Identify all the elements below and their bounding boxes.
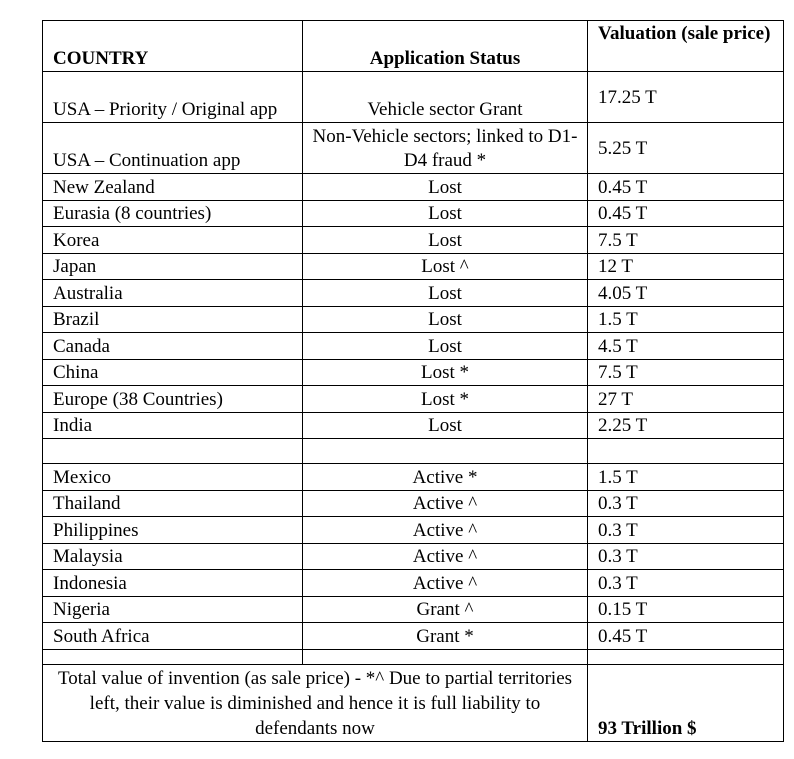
country-cell: Nigeria <box>43 596 303 623</box>
country-cell: Malaysia <box>43 543 303 570</box>
country-cell: Thailand <box>43 490 303 517</box>
valuation-table <box>42 20 784 742</box>
valuation-cell: 12 T <box>588 253 784 280</box>
valuation-cell: 0.15 T <box>588 596 784 623</box>
valuation-cell: 5.25 T <box>588 123 784 174</box>
header-status: Application Status <box>303 21 588 72</box>
valuation-cell: 4.05 T <box>588 280 784 307</box>
country-cell: South Africa <box>43 623 303 650</box>
table-row <box>43 412 784 439</box>
table-row <box>43 570 784 597</box>
status-cell: Lost <box>303 306 588 333</box>
status-cell: Grant * <box>303 623 588 650</box>
empty-cell <box>43 439 303 464</box>
status-cell: Lost <box>303 333 588 360</box>
table-row <box>43 359 784 386</box>
valuation-cell: 1.5 T <box>588 464 784 491</box>
table-row <box>43 517 784 544</box>
status-cell: Non-Vehicle sectors; linked to D1-D4 fraud * <box>303 123 588 174</box>
table-row <box>43 227 784 254</box>
status-cell: Lost * <box>303 386 588 413</box>
table-row <box>43 200 784 227</box>
status-cell: Lost <box>303 280 588 307</box>
status-cell: Active ^ <box>303 570 588 597</box>
valuation-cell: 0.3 T <box>588 490 784 517</box>
status-cell: Active ^ <box>303 490 588 517</box>
country-cell: Canada <box>43 333 303 360</box>
table-row <box>43 490 784 517</box>
country-cell: Australia <box>43 280 303 307</box>
valuation-cell: 27 T <box>588 386 784 413</box>
empty-cell <box>303 649 588 664</box>
header-country: COUNTRY <box>43 21 303 72</box>
table-row <box>43 543 784 570</box>
empty-cell <box>43 649 303 664</box>
total-value: 93 Trillion $ <box>588 664 784 741</box>
valuation-cell: 4.5 T <box>588 333 784 360</box>
valuation-cell: 1.5 T <box>588 306 784 333</box>
country-cell: Brazil <box>43 306 303 333</box>
table-row <box>43 123 784 174</box>
status-cell: Lost ^ <box>303 253 588 280</box>
table-row <box>43 306 784 333</box>
valuation-cell: 0.45 T <box>588 623 784 650</box>
valuation-cell: 0.45 T <box>588 174 784 201</box>
valuation-cell: 2.25 T <box>588 412 784 439</box>
status-cell: Lost <box>303 227 588 254</box>
empty-cell <box>303 439 588 464</box>
status-cell: Active ^ <box>303 517 588 544</box>
header-valuation: Valuation (sale price) <box>588 21 784 72</box>
status-cell: Vehicle sector Grant <box>303 72 588 123</box>
country-cell: USA – Priority / Original app <box>43 72 303 123</box>
country-cell: China <box>43 359 303 386</box>
table-row <box>43 623 784 650</box>
total-row <box>43 664 784 741</box>
valuation-cell: 0.3 T <box>588 543 784 570</box>
empty-cell <box>588 439 784 464</box>
valuation-cell: 0.45 T <box>588 200 784 227</box>
blank-row <box>43 439 784 464</box>
spacer-row <box>43 649 784 664</box>
status-cell: Lost * <box>303 359 588 386</box>
empty-cell <box>588 649 784 664</box>
status-cell: Active * <box>303 464 588 491</box>
valuation-cell: 0.3 T <box>588 570 784 597</box>
table-row <box>43 596 784 623</box>
table-row <box>43 253 784 280</box>
valuation-cell: 7.5 T <box>588 359 784 386</box>
table-row <box>43 72 784 123</box>
country-cell: Korea <box>43 227 303 254</box>
country-cell: Mexico <box>43 464 303 491</box>
country-cell: New Zealand <box>43 174 303 201</box>
valuation-cell: 7.5 T <box>588 227 784 254</box>
table-row <box>43 174 784 201</box>
country-cell: Europe (38 Countries) <box>43 386 303 413</box>
status-cell: Lost <box>303 200 588 227</box>
total-label: Total value of invention (as sale price) - *^ Due to partial territories left, their value is diminished and hence it is full liability to defendants now <box>43 664 588 741</box>
valuation-cell: 17.25 T <box>588 72 784 123</box>
header-row <box>43 21 784 72</box>
table-row <box>43 386 784 413</box>
country-cell: Eurasia (8 countries) <box>43 200 303 227</box>
table-row <box>43 464 784 491</box>
country-cell: USA – Continuation app <box>43 123 303 174</box>
table-row <box>43 333 784 360</box>
status-cell: Lost <box>303 412 588 439</box>
country-cell: Indonesia <box>43 570 303 597</box>
country-cell: Philippines <box>43 517 303 544</box>
country-cell: India <box>43 412 303 439</box>
table-row <box>43 280 784 307</box>
status-cell: Lost <box>303 174 588 201</box>
valuation-cell: 0.3 T <box>588 517 784 544</box>
country-cell: Japan <box>43 253 303 280</box>
status-cell: Active ^ <box>303 543 588 570</box>
status-cell: Grant ^ <box>303 596 588 623</box>
